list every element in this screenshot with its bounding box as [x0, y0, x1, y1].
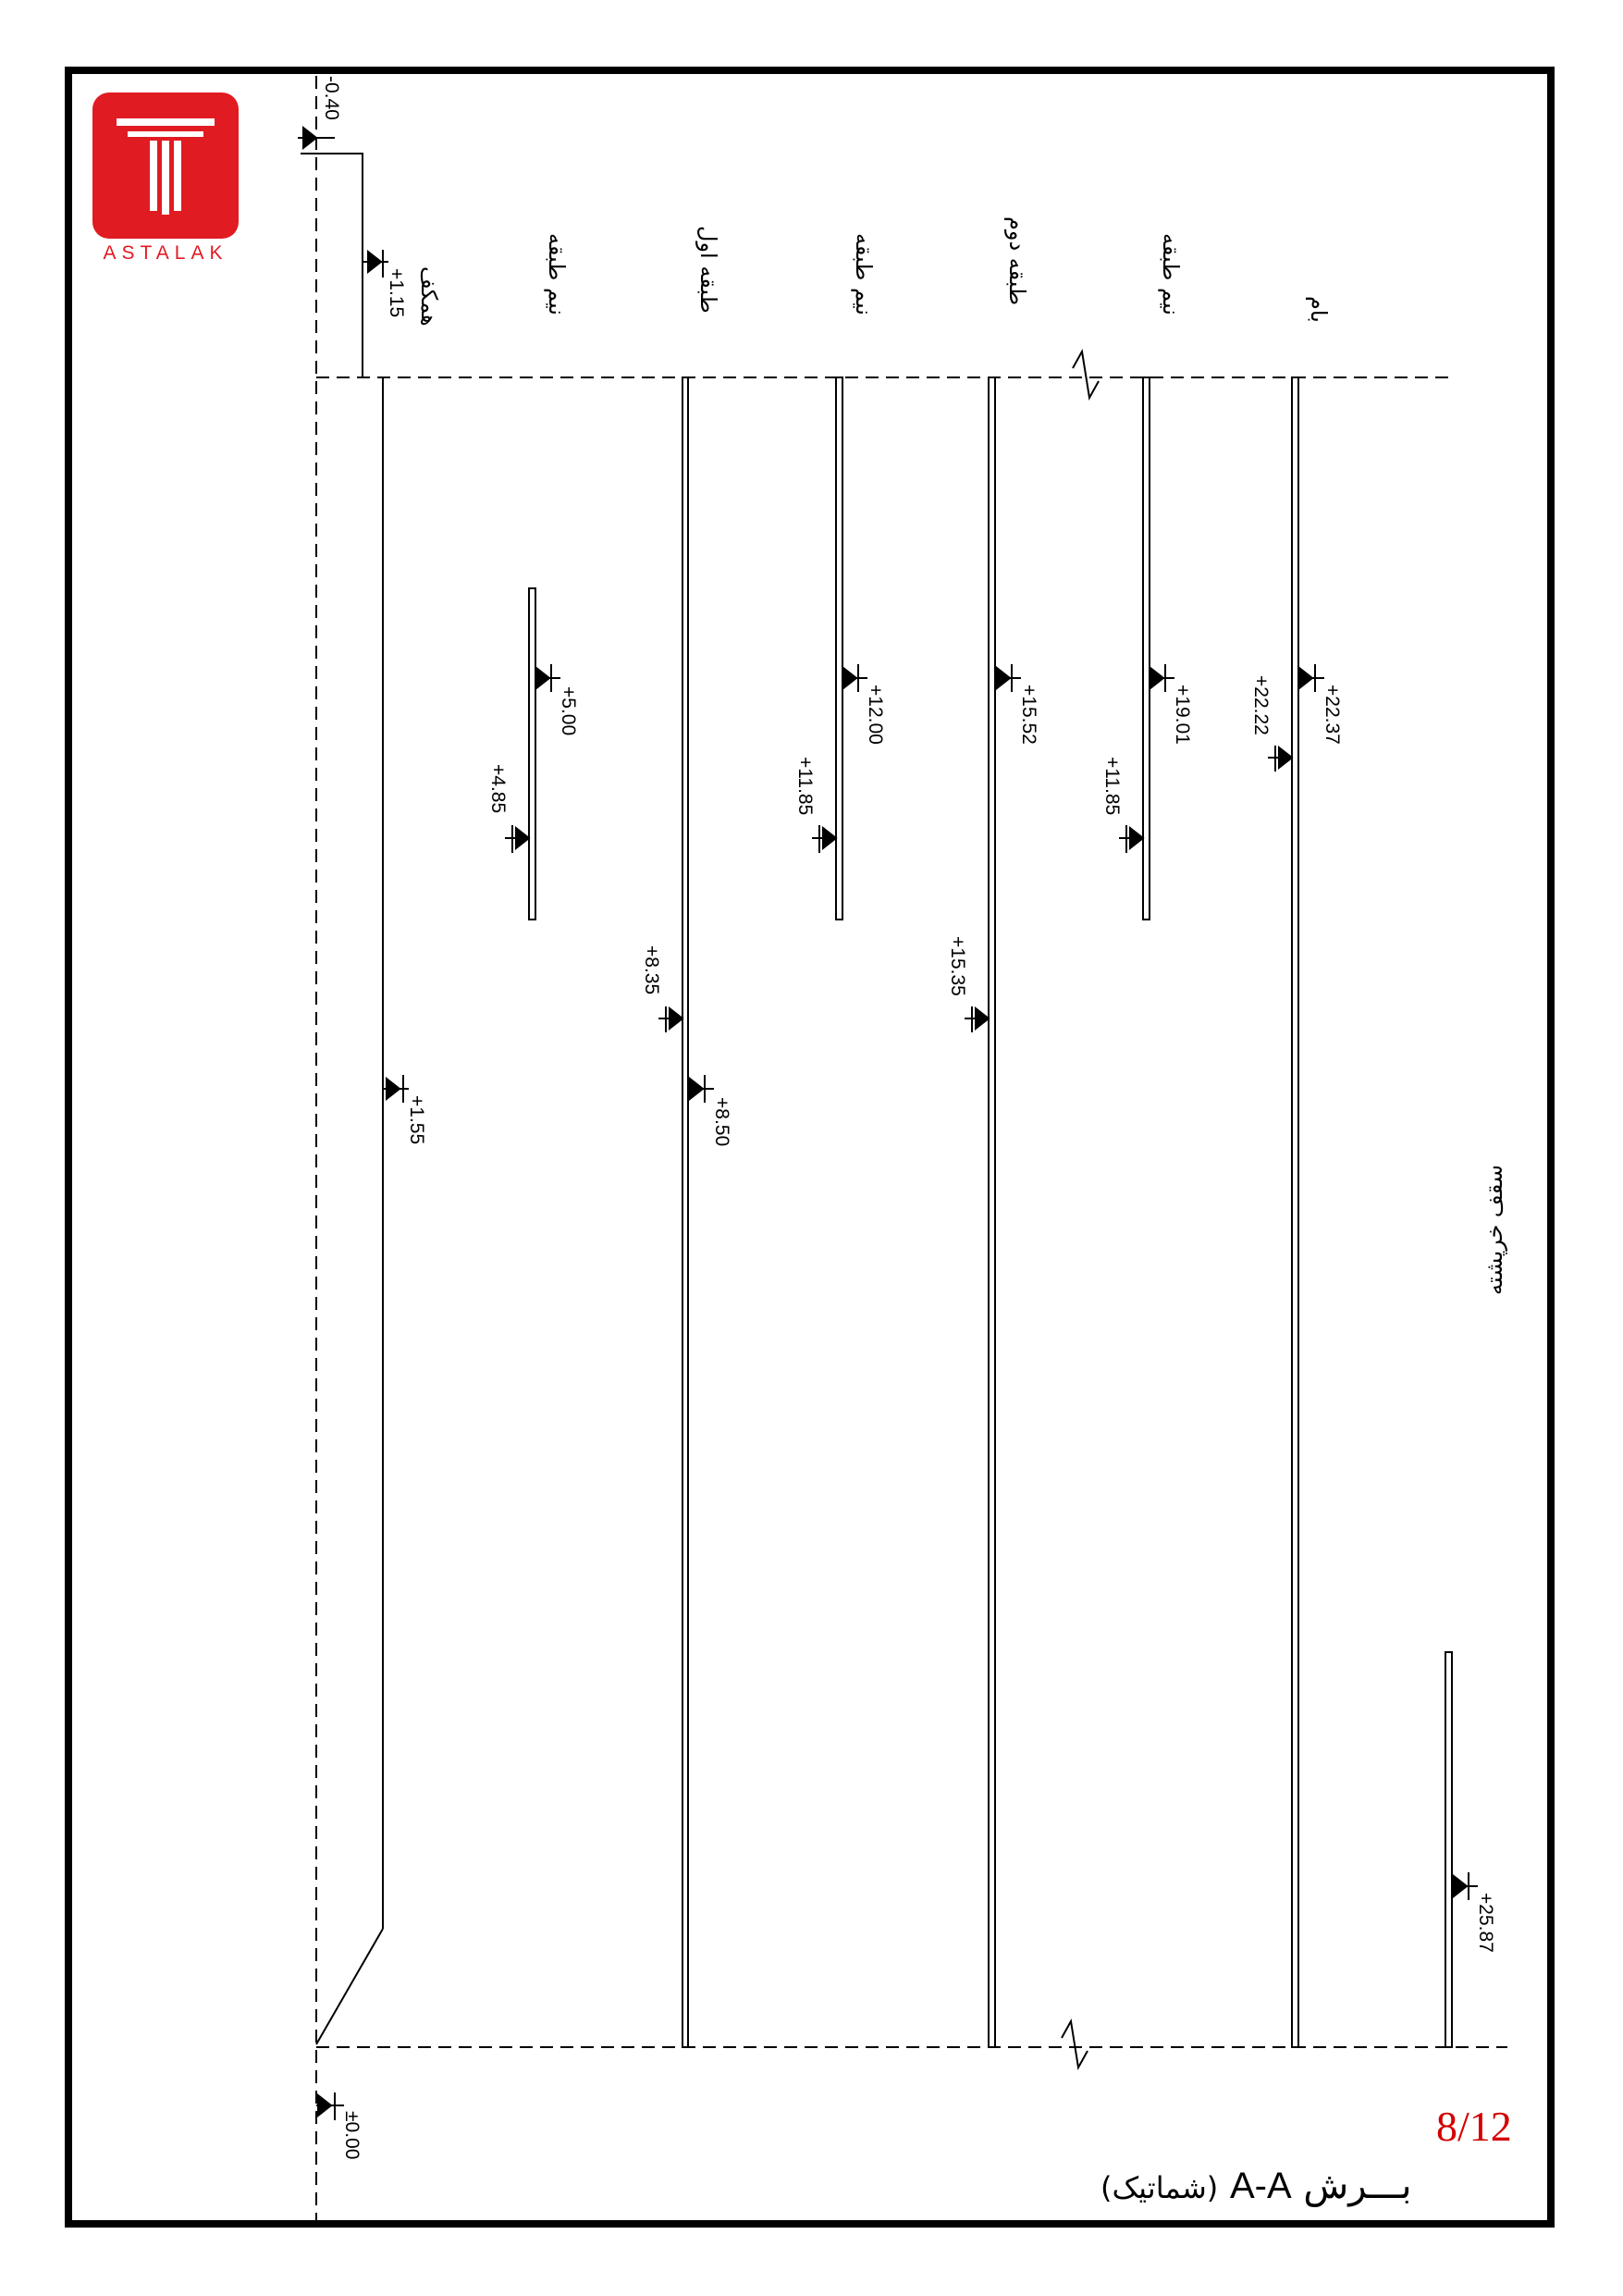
elev-kharpeshte: +25.87 — [1475, 1893, 1496, 1953]
level-label-hamkaf: همکف — [416, 266, 442, 327]
kharpeshte-slab — [1445, 1652, 1452, 2047]
elev-bam-top: +22.37 — [1322, 685, 1343, 745]
page-number: 8/12 — [1436, 2103, 1512, 2150]
break-mark-top — [1073, 352, 1099, 398]
caption-note: (شماتیک) — [1100, 2170, 1219, 2205]
elev-hamkaf-bottom: +1.55 — [406, 1095, 427, 1145]
brand-name: ASTALAK — [103, 242, 228, 264]
hamkaf-step — [301, 154, 363, 377]
elev-hamkaf-top: +1.15 — [386, 268, 407, 318]
elev-aval-bottom: +8.50 — [711, 1097, 732, 1147]
elev-dovom-bottom: +15.35 — [947, 936, 968, 996]
level-label-dovom: طبقه دوم — [1004, 216, 1030, 306]
marker-aval-top — [658, 1006, 682, 1032]
level-label-kharpeshte: سقف خرپشته — [1482, 1165, 1507, 1295]
elev-ground: ±0.00 — [341, 2111, 363, 2160]
nim1-slab — [529, 588, 535, 920]
marker-bam-bottom — [1268, 746, 1292, 772]
caption-section: A-A — [1229, 2166, 1292, 2206]
elev-start: -0.40 — [321, 76, 342, 120]
section-caption — [1100, 2165, 1412, 2207]
level-label-nim2: نیم طبقه — [851, 233, 877, 315]
elev-bam-bottom: +22.22 — [1250, 675, 1272, 735]
elev-nim3-bottom: +11.85 — [1101, 757, 1123, 816]
marker-nim1-bottom — [505, 825, 529, 853]
elev-nim3-top: +19.01 — [1172, 685, 1193, 745]
level-label-nim1: نیم طبقه — [544, 233, 570, 315]
bam-slab — [1292, 377, 1298, 2047]
marker-nim3-bottom — [1119, 825, 1143, 853]
elev-nim2-top: +12.00 — [865, 685, 886, 745]
level-label-nim3: نیم طبقه — [1158, 233, 1184, 315]
level-label-aval: طبقه اول — [695, 226, 721, 314]
elev-nim1-top: +5.00 — [558, 686, 579, 736]
dovom-slab — [989, 377, 995, 2047]
aval-slab — [682, 377, 688, 2047]
break-mark-bottom — [1062, 2021, 1088, 2068]
elev-aval-top: +8.35 — [641, 945, 662, 995]
marker-dovom-bottom — [965, 1006, 989, 1032]
marker-nim2-bottom — [812, 825, 836, 853]
elev-nim2-bottom: +11.85 — [794, 757, 816, 816]
hamkaf-ramp — [316, 1929, 383, 2044]
caption-prefix: بـــرش — [1303, 2165, 1412, 2207]
elev-nim1-bottom: +4.85 — [487, 764, 509, 814]
level-label-bam: بام — [1306, 296, 1332, 323]
elev-dovom-top: +15.52 — [1018, 685, 1039, 745]
